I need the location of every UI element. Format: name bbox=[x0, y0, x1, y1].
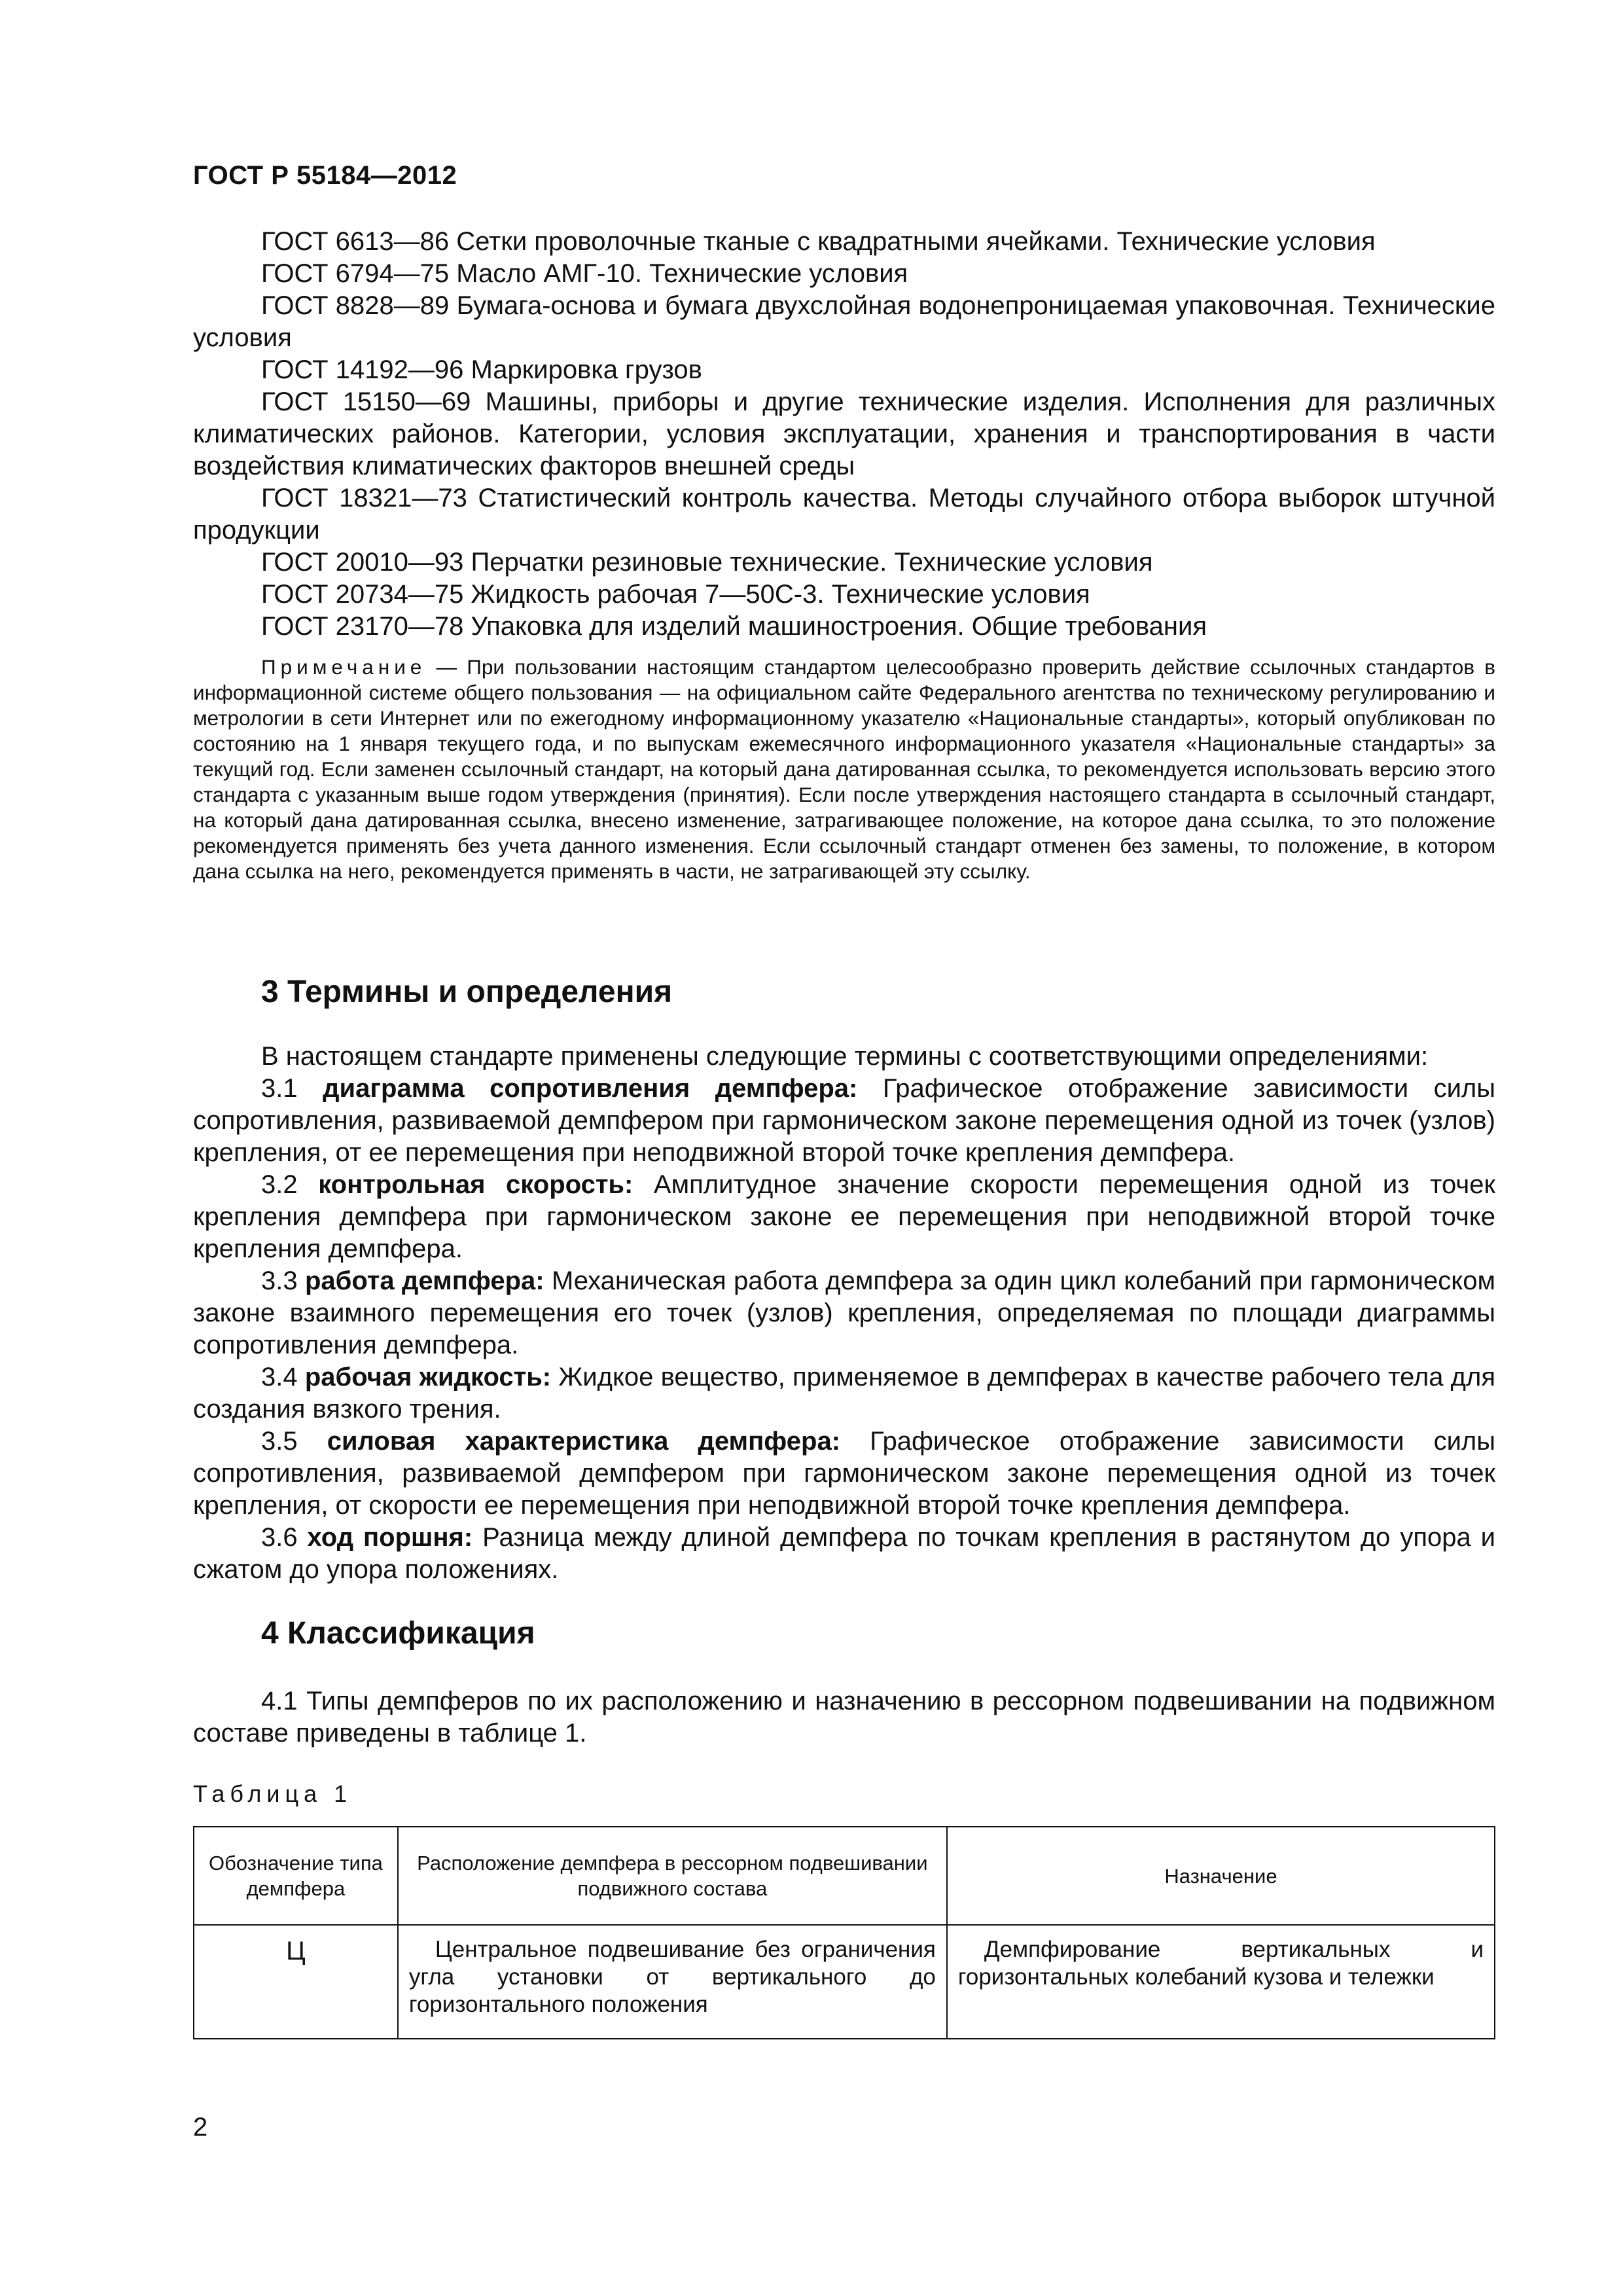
reference-item: ГОСТ 8828—89 Бумага-основа и бумага двухслойная водонепроницаемая упаковочная. Технические условия bbox=[193, 291, 1495, 352]
note-block bbox=[193, 655, 1495, 884]
term-text: Разница между длиной демпфера по точкам крепления в растянутом до упора и сжатом до упора положениях. bbox=[193, 1523, 1495, 1584]
section-3-heading: 3 Термины и определения bbox=[261, 975, 673, 1009]
note-label: Примечание bbox=[261, 655, 427, 679]
term-definition bbox=[193, 1522, 1495, 1586]
reference-item: ГОСТ 18321—73 Статистический контроль качества. Методы случайного отбора выборок штучной продукции bbox=[193, 484, 1495, 545]
term-number: 3.6 bbox=[261, 1523, 308, 1552]
term-definition bbox=[193, 1426, 1495, 1522]
document-header: ГОСТ Р 55184—2012 bbox=[193, 161, 457, 190]
table-caption: Таблица 1 bbox=[193, 1780, 353, 1807]
term-text: Графическое отображение зависимости силы сопротивления, развиваемой демпфером при гармоническом законе перемещения одной из точек (узлов) крепления, от ее перемещения при неподвижной второй точке крепления демпфера. bbox=[193, 1074, 1496, 1167]
damper-types-table bbox=[193, 1826, 1495, 2039]
table-cell: Демпфирование вертикальных и горизонтальных колебаний кузова и тележки bbox=[947, 1925, 1495, 2039]
section-4-heading: 4 Классификация bbox=[261, 1616, 535, 1651]
reference-item: ГОСТ 6794—75 Масло АМГ-10. Технические условия bbox=[261, 259, 908, 288]
term-text: Жидкое вещество, применяемое в демпферах в качестве рабочего тела для создания вязкого трения. bbox=[193, 1363, 1496, 1424]
term-name: контрольная скорость: bbox=[318, 1170, 633, 1199]
term-text: Графическое отображение зависимости силы сопротивления, развиваемой демпфером при гармоническом законе перемещения одной из точек крепления, от скорости ее перемещения при неподвижной второй точке крепления демпфера. bbox=[193, 1427, 1496, 1520]
section-4-paragraph: 4.1 Типы демпферов по их расположению и назначению в рессорном подвешивании на подвижном составе приведены в таблице 1. bbox=[193, 1687, 1495, 1748]
term-text: Амплитудное значение скорости перемещения одной из точек крепления демпфера при гармоническом законе ее перемещения при неподвижной второй точке крепления демпфера. bbox=[193, 1170, 1496, 1263]
page-number: 2 bbox=[193, 2113, 208, 2142]
table-header-row bbox=[194, 1827, 1495, 1925]
term-number: 3.2 bbox=[261, 1170, 319, 1199]
section-3-intro: В настоящем стандарте применены следующие термины с соответствующими определениями: bbox=[261, 1042, 1429, 1071]
term-number: 3.3 bbox=[261, 1266, 305, 1295]
reference-item: ГОСТ 6613—86 Сетки проволочные тканые с квадратными ячейками. Технические условия bbox=[261, 227, 1376, 256]
reference-item: ГОСТ 20734—75 Жидкость рабочая 7—50С-3. Технические условия bbox=[261, 580, 1090, 609]
table-header-cell: Обозначение типа демпфера bbox=[194, 1827, 398, 1925]
table-row bbox=[194, 1925, 1495, 2039]
reference-item: ГОСТ 23170—78 Упаковка для изделий машиностроения. Общие требования bbox=[261, 612, 1207, 641]
term-number: 3.4 bbox=[261, 1363, 305, 1391]
term-name: работа демпфера: bbox=[304, 1266, 544, 1295]
table-cell: Центральное подвешивание без ограничения угла установки от вертикального до горизонтального положения bbox=[398, 1925, 947, 2039]
term-name: рабочая жидкость: bbox=[304, 1363, 552, 1391]
normative-references-list bbox=[193, 226, 1495, 643]
term-definition bbox=[193, 1265, 1495, 1361]
reference-item: ГОСТ 14192—96 Маркировка грузов bbox=[261, 355, 702, 384]
term-definition bbox=[193, 1073, 1495, 1169]
reference-item: ГОСТ 20010—93 Перчатки резиновые технические. Технические условия bbox=[261, 548, 1153, 577]
table-header-cell: Назначение bbox=[947, 1827, 1495, 1925]
term-number: 3.1 bbox=[261, 1074, 323, 1103]
table-header-cell: Расположение демпфера в рессорном подвешивании подвижного состава bbox=[398, 1827, 947, 1925]
table-cell: Ц bbox=[194, 1925, 398, 2039]
term-definition bbox=[193, 1361, 1495, 1426]
note-paragraph bbox=[193, 655, 1495, 884]
term-name: диаграмма сопротивления демпфера: bbox=[323, 1074, 858, 1103]
term-text: Механическая работа демпфера за один цикл колебаний при гармоническом законе взаимного перемещения его точек (узлов) крепления, определяемая по площади диаграммы сопротивления демпфера. bbox=[193, 1266, 1495, 1359]
section-4-body bbox=[193, 1685, 1495, 1749]
note-text: — При пользовании настоящим стандартом целесообразно проверить действие ссылочных стандартов в информационной системе общего пользования — на официальном сайте Федерального агентства по техническому регулированию и метрологии в сети Интернет или по ежегодному информационному указателю «Национальные стандарты», который опубликован по состоянию на 1 января текущего года, и по выпускам ежемесячного информационного указателя «Национальные стандарты» за текущий год. Если заменен ссылочный стандарт, на который дана датированная ссылка, то рекомендуется использовать версию этого стандарта с указанным выше годом утверждения (принятия). Если после утверждения настоящего стандарта в ссылочный стандарт, на который дана датированная ссылка, внесено изменение, затрагивающее положение, на которое дана ссылка, то это положение рекомендуется применять без учета данного изменения. Если ссылочный стандарт отменен без замены, то положение, в котором дана ссылка на него, рекомендуется применять в части, не затрагивающей эту ссылку. bbox=[193, 655, 1495, 883]
reference-item: ГОСТ 15150—69 Машины, приборы и другие технические изделия. Исполнения для различных климатических районов. Категории, условия эксплуатации, хранения и транспортирования в части воздействия климатических факторов внешней среды bbox=[193, 387, 1495, 480]
term-definition bbox=[193, 1169, 1495, 1265]
section-3-body bbox=[193, 1041, 1495, 1586]
term-name: силовая характеристика демпфера: bbox=[327, 1427, 841, 1456]
term-number: 3.5 bbox=[261, 1427, 327, 1456]
term-name: ход поршня: bbox=[307, 1523, 473, 1552]
